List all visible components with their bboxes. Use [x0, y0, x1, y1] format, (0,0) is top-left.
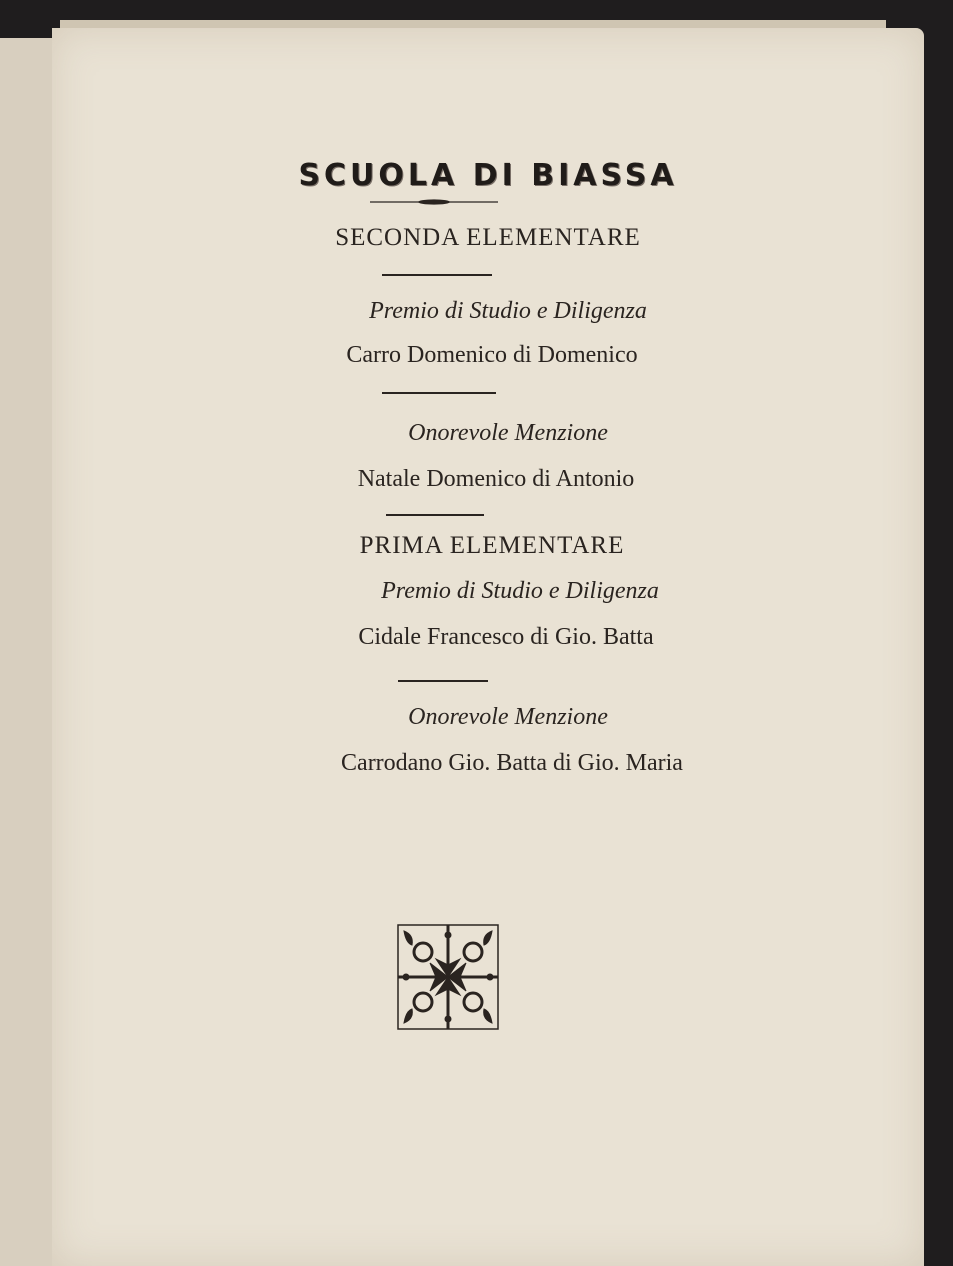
- award-divider: [382, 392, 496, 394]
- school-title: SCUOLA DI BIASSA: [298, 158, 678, 193]
- section-heading-prima: PRIMA ELEMENTARE: [359, 532, 625, 559]
- award-title: Onorevole Menzione: [408, 420, 608, 446]
- section-divider: [382, 274, 492, 276]
- title-divider: [370, 192, 498, 202]
- award-recipient: Carro Domenico di Domenico: [346, 342, 638, 368]
- book-spine: [0, 38, 55, 1266]
- section-heading-seconda: SECONDA ELEMENTARE: [335, 224, 641, 251]
- award-title: Onorevole Menzione: [408, 704, 608, 730]
- fleuron-ornament: [396, 923, 500, 1031]
- award-title: Premio di Studio e Diligenza: [369, 298, 647, 324]
- award-recipient: Carrodano Gio. Batta di Gio. Maria: [341, 750, 683, 776]
- document-page: [52, 28, 924, 1266]
- award-recipient: Natale Domenico di Antonio: [357, 466, 635, 492]
- section-divider: [386, 514, 484, 516]
- award-divider: [398, 680, 488, 682]
- award-title: Premio di Studio e Diligenza: [381, 578, 659, 604]
- award-recipient: Cidale Francesco di Gio. Batta: [358, 624, 654, 650]
